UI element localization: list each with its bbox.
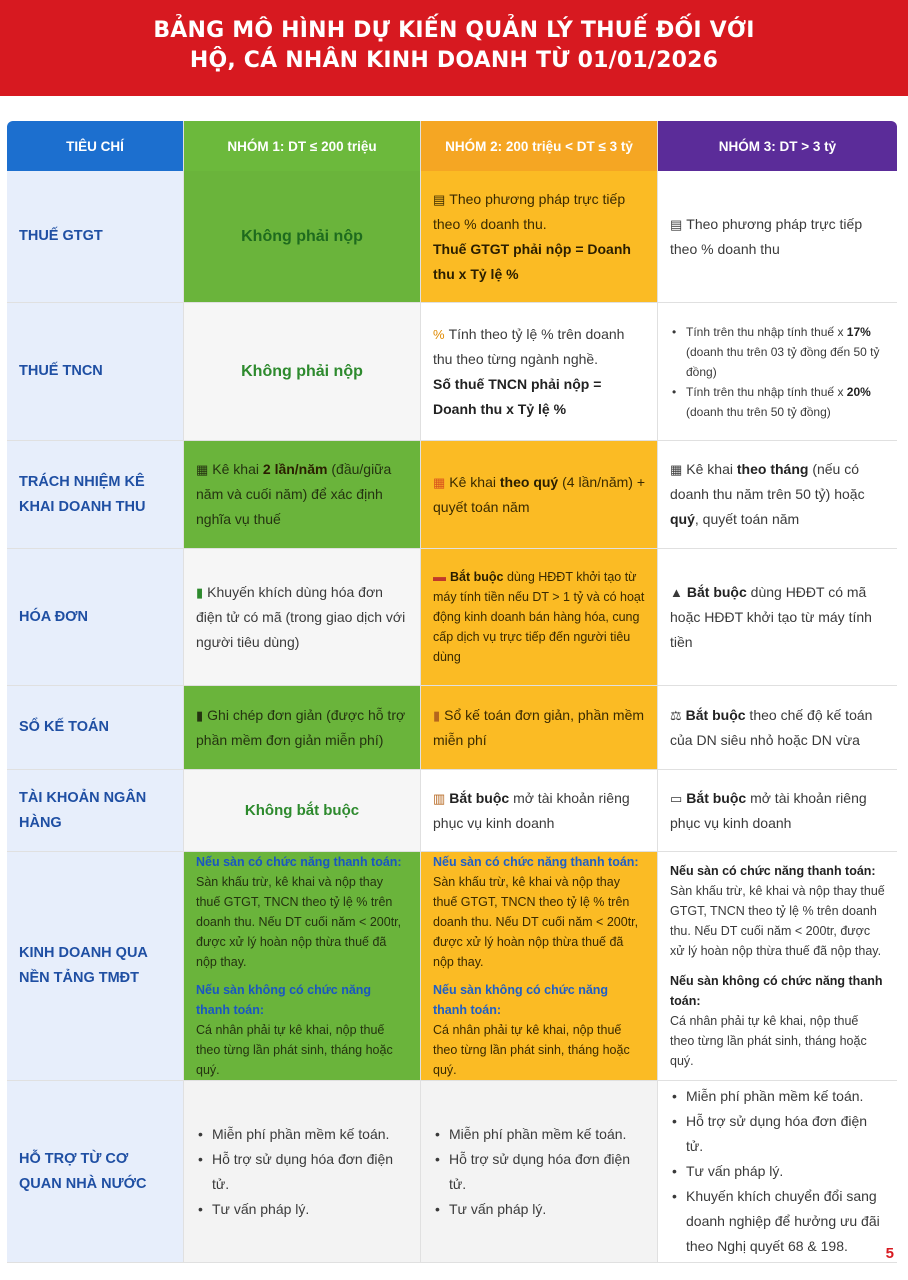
title-banner (0, 0, 908, 96)
calendar-icon: ▦ (670, 462, 683, 477)
open-book-icon: ▮ (433, 707, 441, 723)
ecommerce-group-3: Nếu sàn có chức năng thanh toán: Sàn khấu trừ, kê khai và nộp thay thuế GTGT, TNCN theo tỷ lệ % trên doanh thu. Nếu DT cuối năm < 200tr, được xử lý hoàn nộp thừa thuế đã nộp thay. Nếu sàn không có chức năng thanh toán: Cá nhân phải tự kê khai, nộp thuế theo từng lần phát sinh, tháng hoặc quý. (658, 852, 897, 1081)
declaration-group-1: ▦ Kê khai 2 lần/năm (đầu/giữa năm và cuối năm) để xác định nghĩa vụ thuế (184, 441, 421, 549)
row-label-ecommerce: KINH DOANH QUA NỀN TẢNG TMĐT (7, 852, 184, 1081)
card-icon: ▭ (670, 790, 683, 806)
declaration-group-2: ▦ Kê khai theo quý (4 lần/năm) + quyết toán năm (421, 441, 658, 549)
page-number: 5 (885, 1245, 894, 1262)
calculator-icon: ▤ (433, 191, 446, 207)
percent-icon: % (433, 326, 445, 342)
list-item: • Tư vấn pháp lý. (670, 1159, 885, 1184)
gtgt-g1-text: Không phải nộp (241, 228, 363, 245)
list-item: • Hỗ trợ sử dụng hóa đơn điện tử. (433, 1147, 645, 1197)
list-item: • Hỗ trợ sử dụng hóa đơn điện tử. (670, 1109, 885, 1159)
header-group-1: NHÓM 1: DT ≤ 200 triệu (184, 121, 421, 171)
tncn-g3-item-1: • Tính trên thu nhập tính thuế x 17% (doanh thu trên 03 tỷ đồng đến 50 tỷ đồng) (670, 322, 885, 382)
title-line-2: HỘ, CÁ NHÂN KINH DOANH TỪ 01/01/2026 (189, 48, 719, 73)
tncn-group-2 (421, 303, 658, 441)
declaration-group-3: ▦ Kê khai theo tháng (nếu có doanh thu năm trên 50 tỷ) hoặc quý, quyết toán năm (658, 441, 897, 549)
invoice-group-3: ▲ Bắt buộc dùng HĐĐT có mã hoặc HĐĐT khởi tạo từ máy tính tiền (658, 549, 897, 686)
list-item: • Khuyến khích chuyển đổi sang doanh nghiệp để hưởng ưu đãi theo Nghị quyết 68 & 198. (670, 1184, 885, 1259)
invoice-group-2: ▬ Bắt buộc dùng HĐĐT khởi tạo từ máy tính tiền nếu DT > 1 tỷ và có hoạt động kinh doanh bán hàng hóa, cung cấp dịch vụ trực tiếp đến người tiêu dùng (421, 549, 658, 686)
support-group-3 (658, 1081, 897, 1263)
accounting-group-2: ▮ Sổ kế toán đơn giản, phần mềm miễn phí (421, 686, 658, 770)
bank-group-1: Không bắt buộc (184, 770, 421, 852)
tncn-g1-text: Không phải nộp (241, 363, 363, 380)
tncn-group-1 (184, 303, 421, 441)
header-group-2: NHÓM 2: 200 triệu < DT ≤ 3 tỷ (421, 121, 658, 171)
gtgt-g2-text: Theo phương pháp trực tiếp theo % doanh thu. (433, 190, 626, 232)
gtgt-g3-text: Theo phương pháp trực tiếp theo % doanh thu (670, 215, 863, 257)
register-icon: ▬ (433, 569, 446, 584)
list-item: • Tư vấn pháp lý. (433, 1197, 645, 1222)
row-label-declaration: TRÁCH NHIỆM KÊ KHAI DOANH THU (7, 441, 184, 549)
accounting-group-3: ⚖ Bắt buộc theo chế độ kế toán của DN siêu nhỏ hoặc DN vừa (658, 686, 897, 770)
ecommerce-group-2: Nếu sàn có chức năng thanh toán: Sàn khấu trừ, kê khai và nộp thay thuế GTGT, TNCN theo tỷ lệ % trên doanh thu. Nếu DT cuối năm < 200tr, được xử lý hoàn nộp thừa thuế đã nộp thay. Nếu sàn không có chức năng thanh toán: Cá nhân phải tự kê khai, nộp thuế theo từng lần phát sinh, tháng hoặc quý. (421, 852, 658, 1081)
list-item: • Tư vấn pháp lý. (196, 1197, 408, 1222)
bank-group-2: ▥ Bắt buộc mở tài khoản riêng phục vụ kinh doanh (421, 770, 658, 852)
support-group-1 (184, 1081, 421, 1263)
tncn-g2-text: Tính theo tỷ lệ % trên doanh thu theo từng ngành nghề. (433, 325, 625, 367)
gtgt-g2-formula: Thuế GTGT phải nộp = Doanh thu x Tỷ lệ % (433, 240, 631, 282)
row-label-gtgt: THUẾ GTGT (7, 171, 184, 303)
bank-group-3: ▭ Bắt buộc mở tài khoản riêng phục vụ kinh doanh (658, 770, 897, 852)
row-label-bank-account: TÀI KHOẢN NGÂN HÀNG (7, 770, 184, 852)
list-item: • Miễn phí phần mềm kế toán. (196, 1122, 408, 1147)
invoice-group-1: ▮ Khuyến khích dùng hóa đơn điện tử có mã (trong giao dịch với người tiêu dùng) (184, 549, 421, 686)
row-label-accounting-book: SỔ KẾ TOÁN (7, 686, 184, 770)
title-line-1: BẢNG MÔ HÌNH DỰ KIẾN QUẢN LÝ THUẾ ĐỐI VỚI (153, 18, 755, 43)
book-icon: ▮ (196, 707, 204, 723)
scale-icon: ⚖ (670, 707, 682, 723)
list-item: • Miễn phí phần mềm kế toán. (670, 1084, 885, 1109)
tncn-group-3 (658, 303, 897, 441)
ecommerce-group-1: Nếu sàn có chức năng thanh toán: Sàn khấu trừ, kê khai và nộp thay thuế GTGT, TNCN theo tỷ lệ % trên doanh thu. Nếu DT cuối năm < 200tr, được xử lý hoàn nộp thừa thuế đã nộp thay. Nếu sàn không có chức năng thanh toán: Cá nhân phải tự kê khai, nộp thuế theo từng lần phát sinh, tháng hoặc quý. (184, 852, 421, 1081)
header-criteria: TIÊU CHÍ (7, 121, 184, 171)
calendar-icon: ▦ (433, 474, 446, 490)
support-group-2 (421, 1081, 658, 1263)
gtgt-group-1 (184, 171, 421, 303)
row-label-invoice: HÓA ĐƠN (7, 549, 184, 686)
support-g2-list (433, 1122, 645, 1222)
accounting-group-1: ▮ Ghi chép đơn giản (được hỗ trợ phần mềm đơn giản miễn phí) (184, 686, 421, 770)
tax-comparison-table (7, 121, 897, 1263)
row-label-tncn: THUẾ TNCN (7, 303, 184, 441)
tncn-g3-item-2: • Tính trên thu nhập tính thuế x 20% (doanh thu trên 50 tỷ đồng) (670, 382, 885, 422)
list-item: • Hỗ trợ sử dụng hóa đơn điện tử. (196, 1147, 408, 1197)
support-g1-list (196, 1122, 408, 1222)
row-label-state-support: HỖ TRỢ TỪ CƠ QUAN NHÀ NƯỚC (7, 1081, 184, 1263)
gtgt-group-3 (658, 171, 897, 303)
stamp-icon: ▲ (670, 584, 683, 600)
tncn-g3-list (670, 322, 885, 422)
calculator-icon: ▤ (670, 216, 683, 232)
support-g3-list (670, 1084, 885, 1259)
header-group-3: NHÓM 3: DT > 3 tỷ (658, 121, 897, 171)
calendar-check-icon: ▦ (196, 462, 209, 477)
list-item: • Miễn phí phần mềm kế toán. (433, 1122, 645, 1147)
bank-icon: ▥ (433, 790, 446, 806)
document-icon: ▮ (196, 584, 204, 600)
gtgt-group-2 (421, 171, 658, 303)
tncn-g2-formula: Số thuế TNCN phải nộp = Doanh thu x Tỷ lệ % (433, 375, 602, 417)
